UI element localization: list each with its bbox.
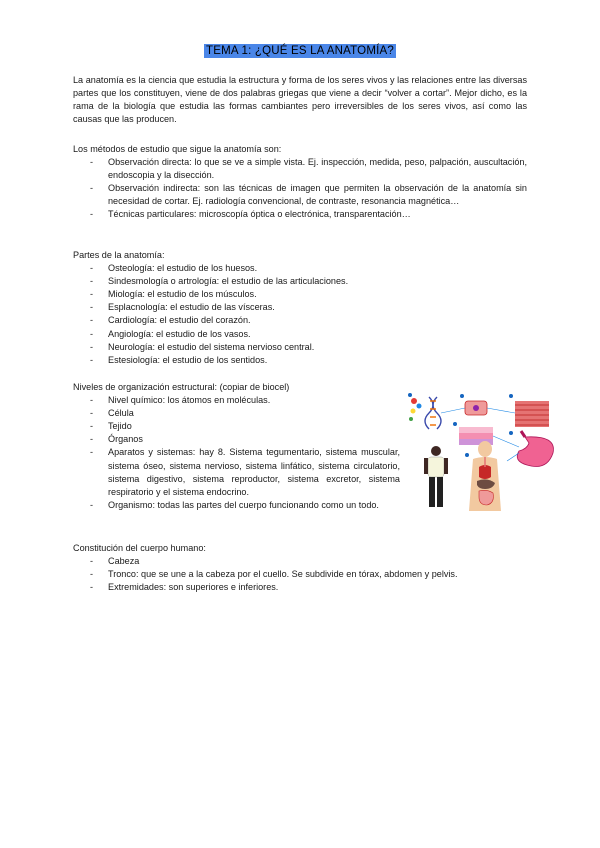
organization-levels-illustration xyxy=(407,391,571,519)
list-item: - Neurología: el estudio del sistema nervioso central. xyxy=(73,341,527,354)
section-heading: Niveles de organización estructural: (copiar de biocel) xyxy=(73,382,290,392)
intro-paragraph: La anatomía es la ciencia que estudia la estructura y forma de los seres vivos y las relaciones entre las diversas partes que los constituyen, viene de dos palabras griegas que viene a decir “volver a cortar”. Mejor dicho, es la rama de la biología que estudia las formas cambiantes pero irreversibles de los seres vivos, así como las causas que las producen. xyxy=(73,75,527,125)
list-item: - Aparatos y sistemas: hay 8. Sistema tegumentario, sistema muscular, sistema óseo, sistema nervioso, sistema linfático, sistema circulatorio, sistema digestivo, sistema reproductor, sistema excretor, sistema respiratorio y el sistema endocrino. xyxy=(73,446,400,498)
list-item: - Sindesmología o artrología: el estudio de las articulaciones. xyxy=(73,275,527,288)
list-item: - Osteología: el estudio de los huesos. xyxy=(73,262,527,275)
list-item: - Miología: el estudio de los músculos. xyxy=(73,288,527,301)
section-partes xyxy=(73,249,527,367)
list-item: - Extremidades: son superiores e inferiores. xyxy=(73,581,527,594)
list-item: - Cabeza xyxy=(73,555,527,568)
list-item: - Célula xyxy=(73,407,400,420)
cell-icon xyxy=(465,401,487,415)
section-constitucion xyxy=(73,542,527,594)
list-item: - Cardiología: el estudio del corazón. xyxy=(73,314,527,327)
page-title: TEMA 1: ¿QUÉ ES LA ANATOMÍA? xyxy=(206,45,394,57)
list-item: - Esplacnología: el estudio de las vísceras. xyxy=(73,301,527,314)
tissue-icon xyxy=(515,401,549,427)
section-heading: Los métodos de estudio que sigue la anatomía son: xyxy=(73,144,282,154)
list-item: - Órganos xyxy=(73,433,400,446)
list-item: - Observación indirecta: son las técnicas de imagen que permiten la observación de la anatomía sin necesidad de cortar. Ej. radiología convencional, de contraste, resonancia magnética… xyxy=(73,182,527,208)
list-item: - Angiología: el estudio de los vasos. xyxy=(73,328,527,341)
section-heading: Partes de la anatomía: xyxy=(73,250,165,260)
list-item: - Organismo: todas las partes del cuerpo funcionando como un todo. xyxy=(73,499,400,512)
list-item: - Observación directa: lo que se ve a simple vista. Ej. inspección, medida, peso, palpación, auscultación, endoscopia y la disección. xyxy=(73,156,527,182)
list-item: - Tronco: que se une a la cabeza por el cuello. Se subdivide en tórax, abdomen y pelvis. xyxy=(73,568,527,581)
list-item: - Nivel químico: los átomos en moléculas. xyxy=(73,394,400,407)
section-metodos xyxy=(73,143,527,222)
list-item: - Técnicas particulares: microscopía óptica o electrónica, transparentación… xyxy=(73,208,527,221)
list-item: - Tejido xyxy=(73,420,400,433)
section-heading: Constitución del cuerpo humano: xyxy=(73,543,206,553)
list-item: - Estesiología: el estudio de los sentidos. xyxy=(73,354,527,367)
